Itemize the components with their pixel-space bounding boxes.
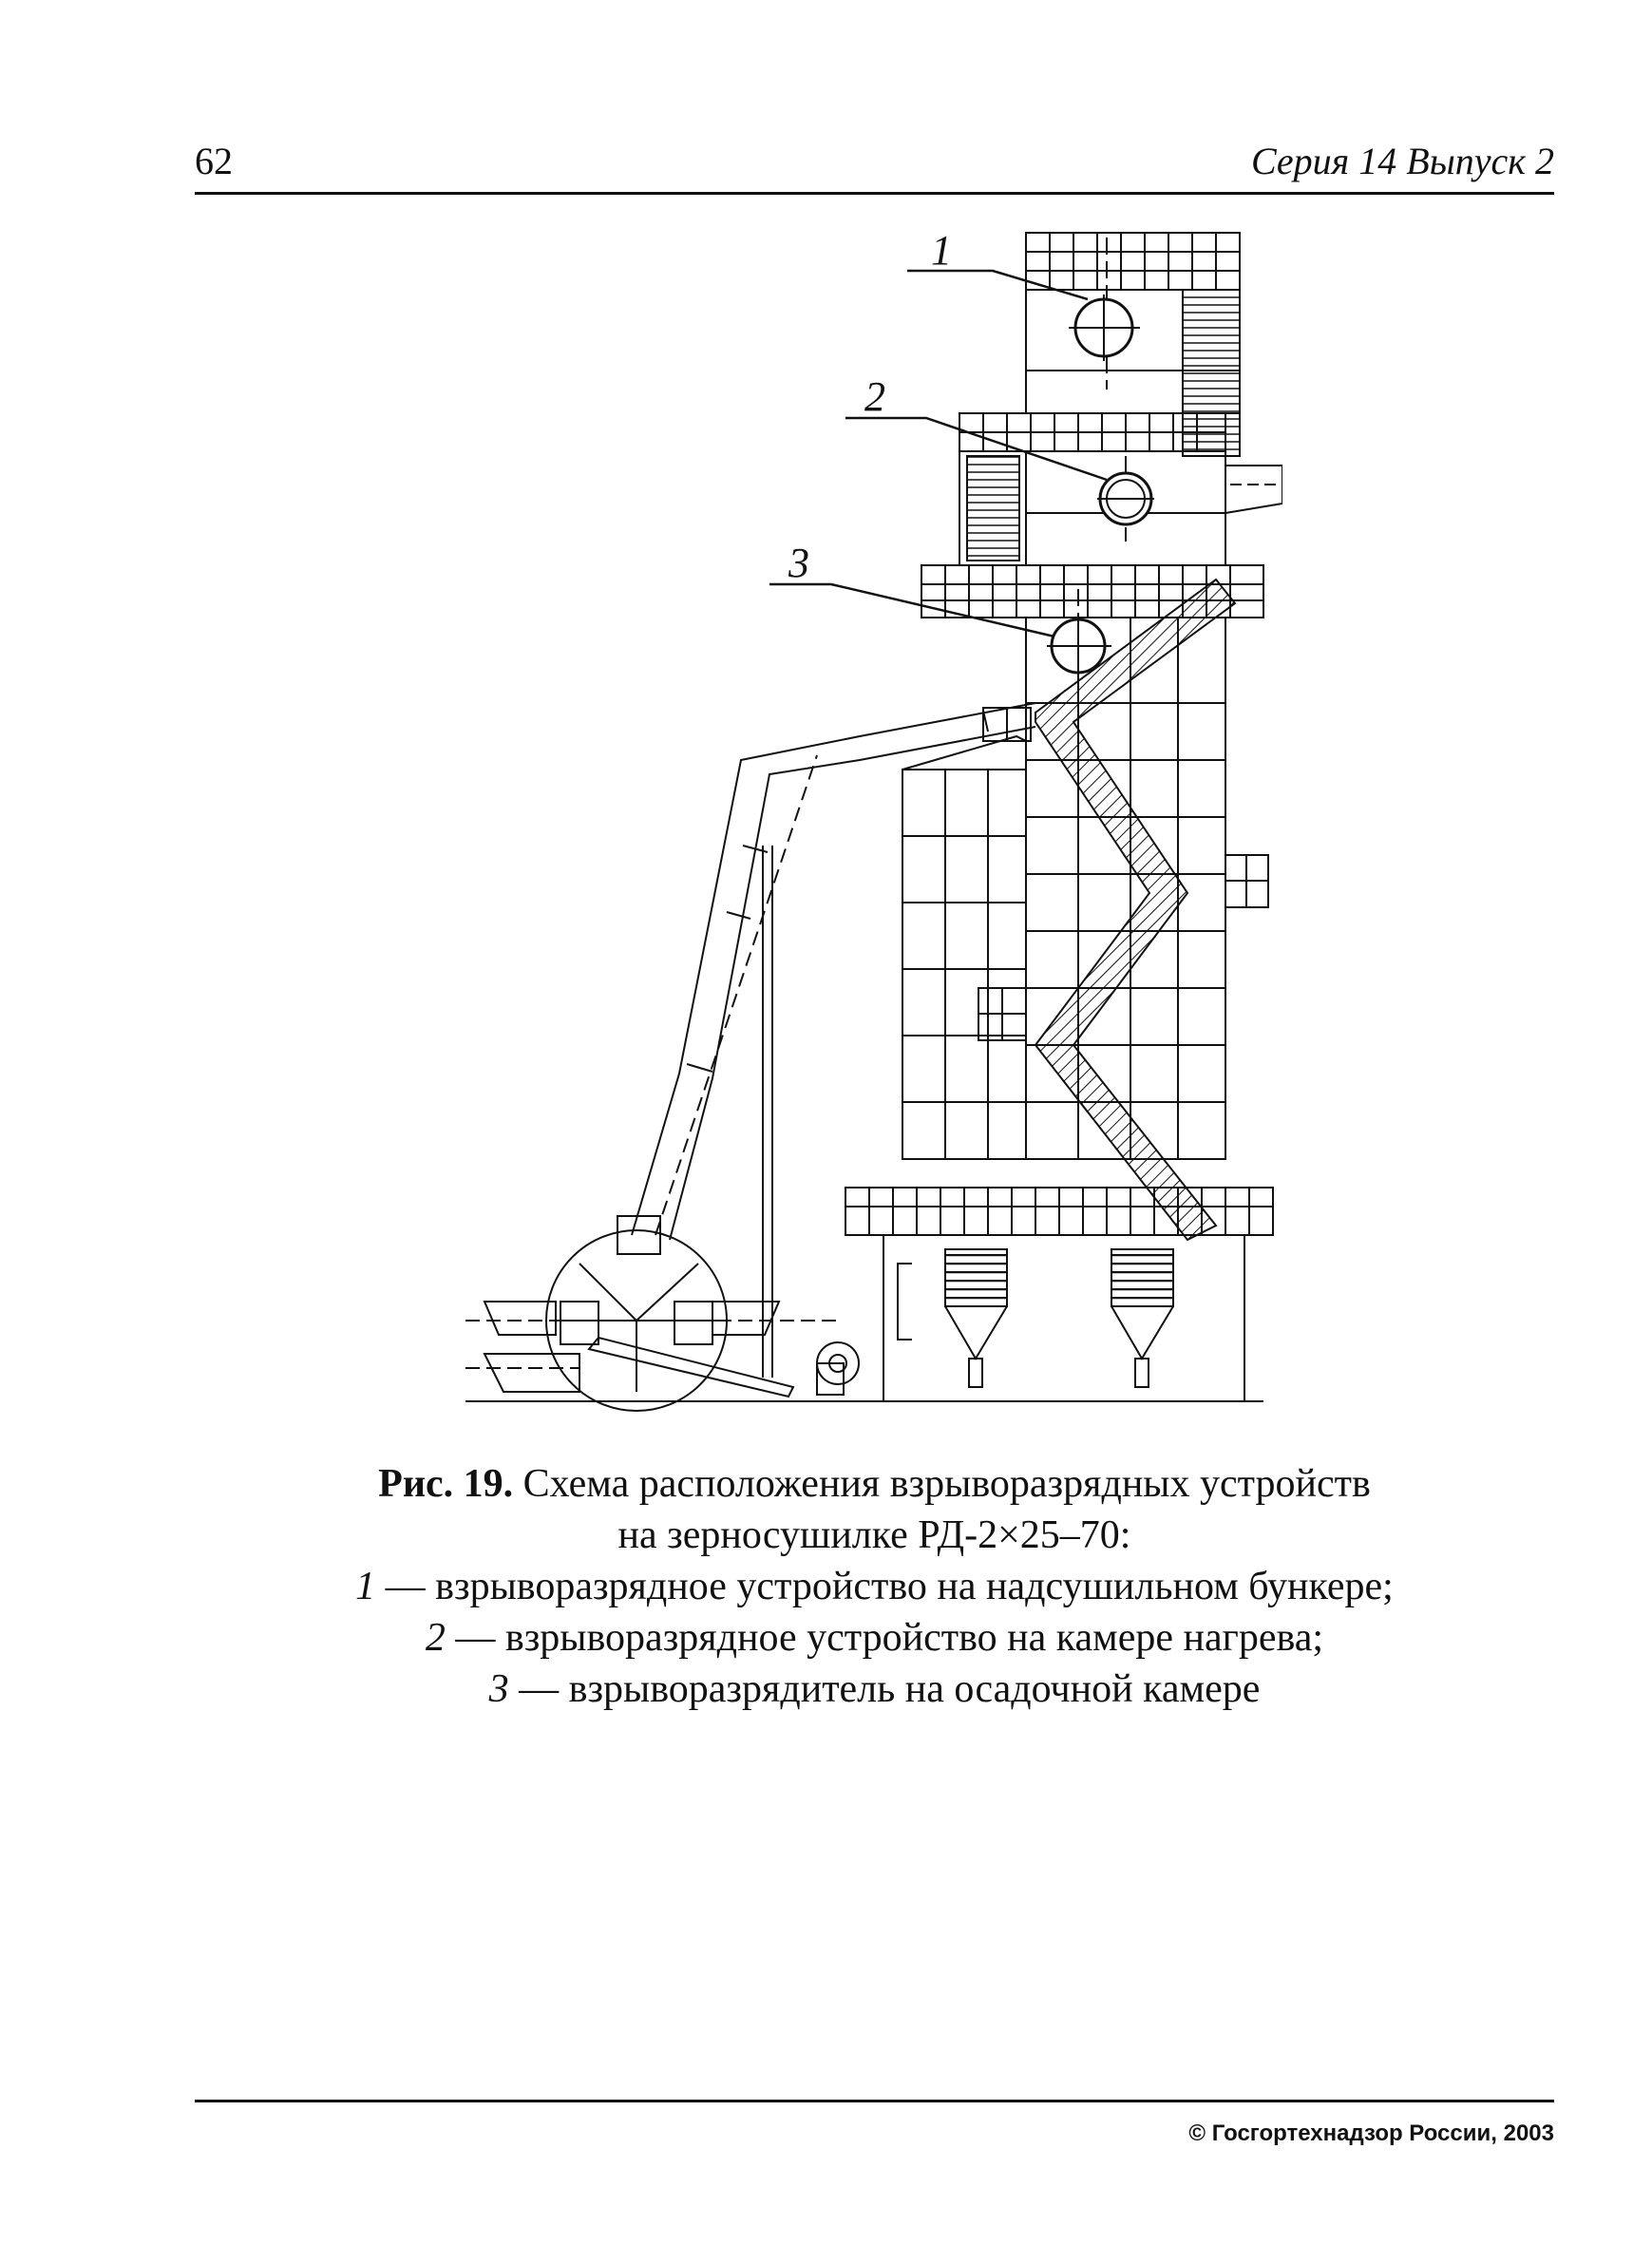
caption-item-1 — [195, 1561, 1554, 1612]
callout-3-leader — [769, 584, 1054, 637]
callout-1-leader — [907, 271, 1088, 299]
caption-title-line1 — [195, 1458, 1554, 1510]
callout-1-label: 1 — [931, 228, 952, 274]
page-number: 62 — [195, 140, 233, 182]
caption-item-1-text: — взрыворазрядное устройство на надсушильном бункере; — [385, 1565, 1394, 1608]
caption-item-3-text: — взрыворазрядитель на осадочной камере — [519, 1667, 1261, 1711]
caption-item-2-text: — взрыворазрядное устройство на камере нагрева; — [455, 1616, 1324, 1660]
caption-item-1-number: 1 — [355, 1565, 376, 1608]
caption-item-3 — [195, 1664, 1554, 1715]
caption-item-2-number: 2 — [425, 1616, 446, 1660]
footer-rule — [195, 2100, 1554, 2102]
caption-item-3-number: 3 — [488, 1667, 509, 1711]
series-title: Серия 14 Выпуск 2 — [1250, 140, 1554, 182]
figure-caption — [195, 1458, 1554, 1715]
header-rule — [195, 192, 1554, 195]
caption-title: Схема расположения взрыворазрядных устройств — [522, 1462, 1371, 1506]
callout-3-label: 3 — [788, 540, 809, 586]
callout-2-label: 2 — [864, 373, 885, 420]
cooler-left — [945, 1249, 1007, 1306]
dryer-diagram-svg — [465, 228, 1282, 1435]
cooler-right — [1111, 1249, 1173, 1306]
dryer-diagram — [465, 228, 1282, 1435]
caption-title-line2: на зерносушилке РД-2×25–70: — [617, 1513, 1131, 1557]
caption-label: Рис. 19. — [378, 1462, 514, 1506]
copyright-notice: © Госгортехнадзор России, 2003 — [1188, 2120, 1554, 2146]
caption-item-2 — [195, 1612, 1554, 1664]
